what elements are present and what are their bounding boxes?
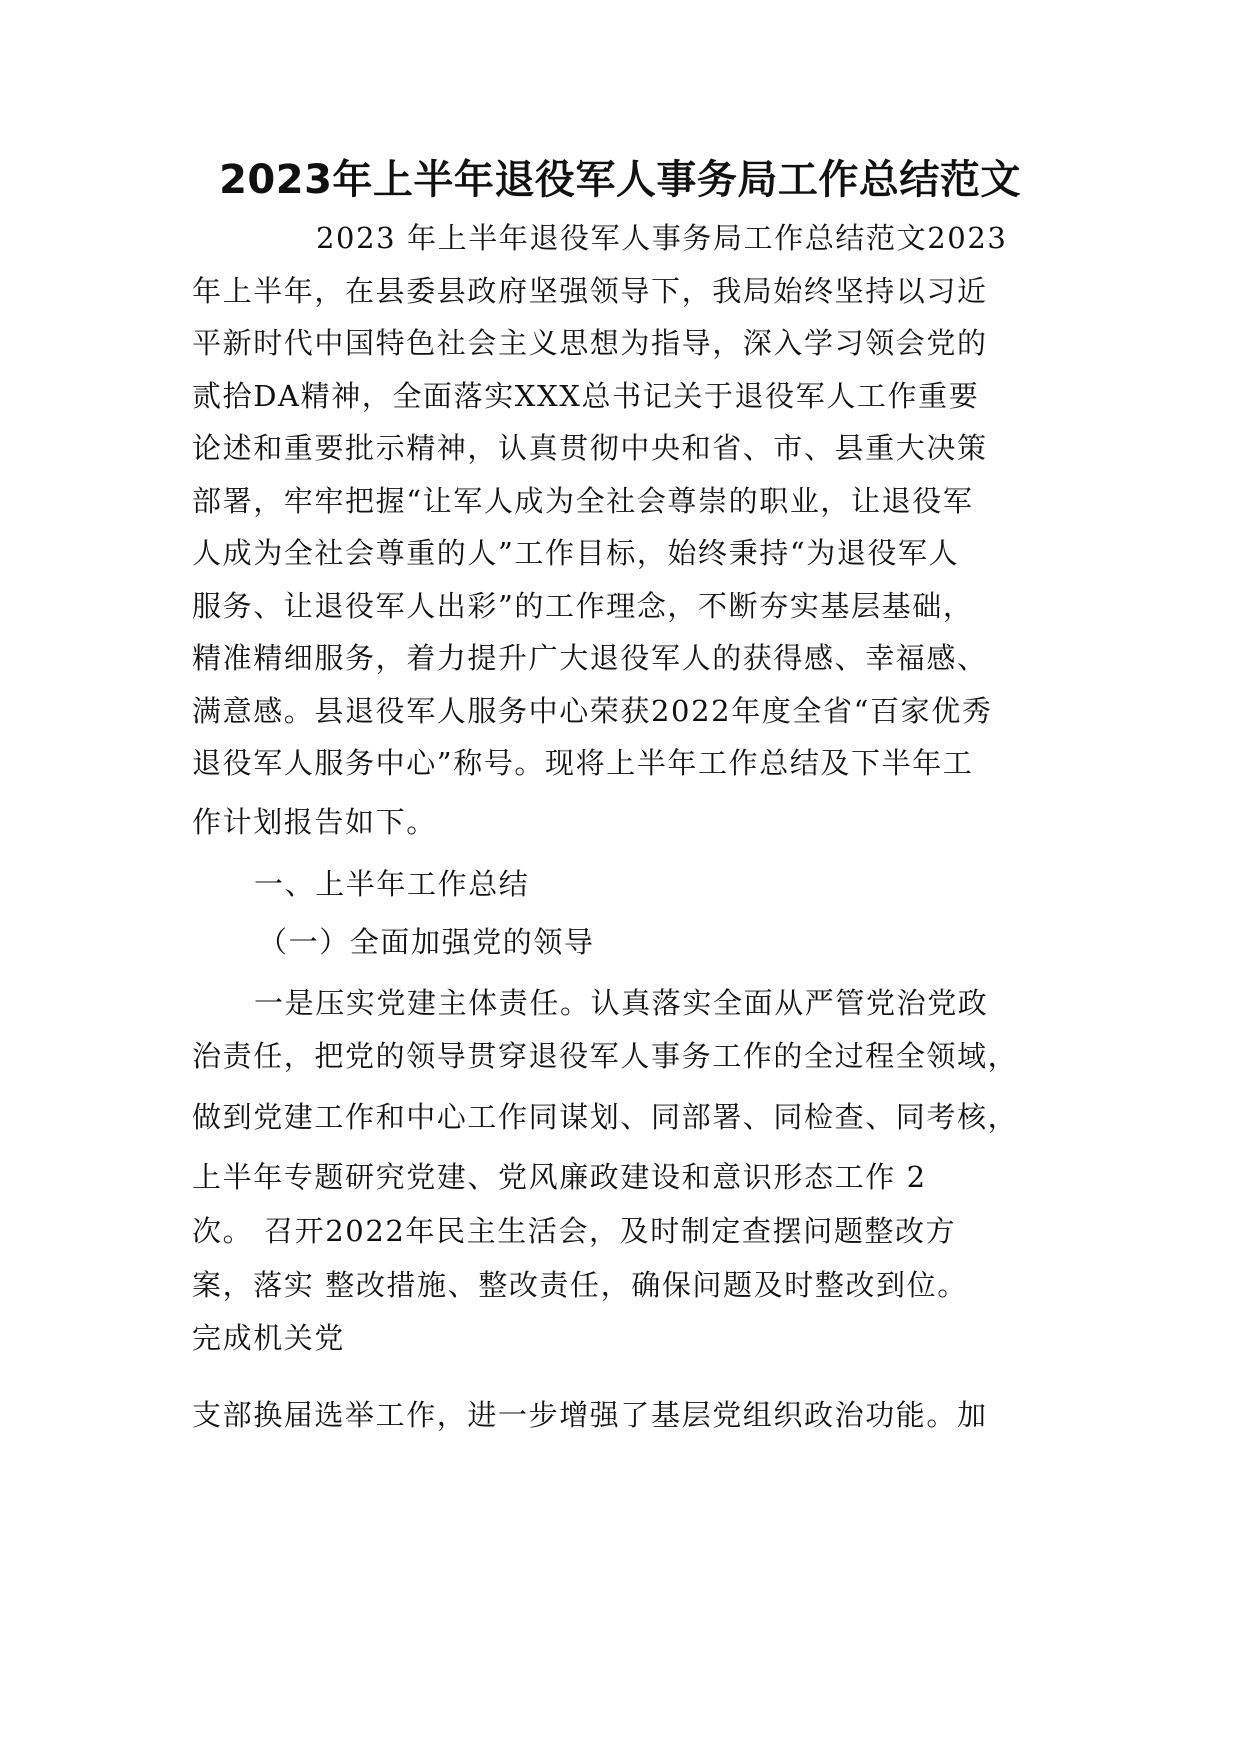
paragraph-line: 贰拾DA精神，全面落实XXX总书记关于退役军人工作重要 (192, 379, 980, 413)
paragraph-line: 平新时代中国特色社会主义思想为指导，深入学习领会党的 (192, 326, 988, 360)
paragraph-line: 2023 年上半年退役军人事务局工作总结范文2023 (316, 221, 1008, 255)
paragraph-line: 部署，牢牢把握“让军人成为全社会尊崇的职业，让退役军 (192, 484, 974, 518)
section-heading: 一、上半年工作总结 (254, 867, 530, 901)
paragraph-line: 精准精细服务，着力提升广大退役军人的获得感、幸福感、 (192, 641, 988, 675)
paragraph-line: 论述和重要批示精神，认真贯彻中央和省、市、县重大决策 (192, 431, 988, 465)
paragraph-line: 退役军人服务中心”称号。现将上半年工作总结及下半年工 (192, 746, 974, 780)
paragraph-line: 治责任，把党的领导贯穿退役军人事务工作的全过程全领域， (192, 1039, 1019, 1073)
paragraph-line: 人成为全社会尊重的人”工作目标，始终秉持“为退役军人 (192, 536, 960, 570)
paragraph-line: 案，落实 整改措施、整改责任，确保问题及时整改到位。 (192, 1268, 968, 1302)
paragraph-line: 完成机关党 (192, 1321, 346, 1355)
paragraph-line: 一是压实党建主体责任。认真落实全面从严管党治党政 (254, 986, 989, 1020)
paragraph-line: 满意感。县退役军人服务中心荣获2022年度全省“百家优秀 (192, 694, 993, 728)
subsection-heading: （一）全面加强党的领导 (258, 925, 595, 959)
document-title: 2023年上半年退役军人事务局工作总结范文 (219, 157, 1021, 203)
paragraph-line: 年上半年，在县委县政府坚强领导下，我局始终坚持以习近 (192, 274, 988, 308)
paragraph-line: 做到党建工作和中心工作同谋划、同部署、同检查、同考核， (192, 1100, 1019, 1134)
paragraph-line: 上半年专题研究党建、党风廉政建设和意识形态工作 2 (192, 1160, 927, 1194)
paragraph-line: 支部换届选举工作，进一步增强了基层党组织政治功能。加 (192, 1398, 988, 1432)
paragraph-line: 次。 召开2022年民主生活会，及时制定查摆问题整改方 (192, 1214, 957, 1248)
paragraph-line: 服务、让退役军人出彩”的工作理念，不断夯实基层基础， (192, 589, 974, 623)
paragraph-line: 作计划报告如下。 (192, 805, 437, 839)
